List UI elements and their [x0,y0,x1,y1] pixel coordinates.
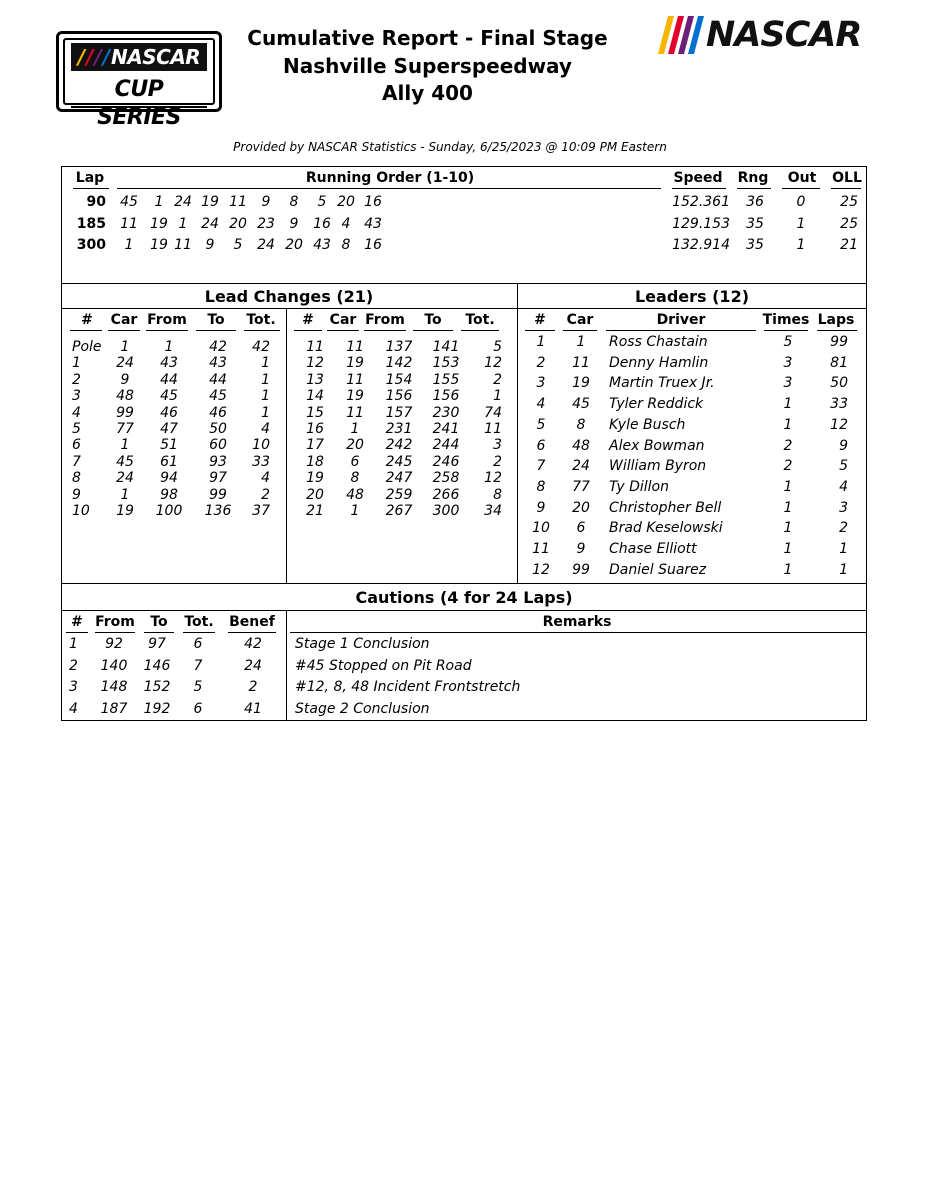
running-order-row [0,237,927,254]
leader-rank: 4 [536,396,546,413]
lead-change-to: 46 [209,404,227,421]
leader-row [0,417,927,434]
lead-change-to: 99 [209,486,227,503]
lead-change-num: 12 [306,355,324,372]
running-order-car: 9 [205,237,215,253]
leader-times: 1 [783,499,793,516]
lead-change-car: 77 [116,421,134,437]
lead-change-car: 8 [350,470,360,487]
lead-change-from: 157 [385,404,413,421]
cautions-title: Cautions (4 for 24 Laps) [355,588,573,607]
lead-change-to: 241 [432,421,460,437]
lc-num-header: # [81,312,93,328]
running-order-car: 16 [313,216,331,232]
leader-car: 24 [572,458,590,475]
running-order-car: 8 [289,194,299,210]
caution-row [0,679,927,696]
lead-change-tot: 2 [261,486,270,503]
leader-driver: Kyle Busch [609,416,686,433]
lead-change-to: 97 [209,470,227,487]
caution-from: 148 [100,679,128,696]
running-order-row [0,194,927,211]
lead-change-car: 6 [350,453,360,470]
lead-change-tot: 4 [261,470,270,487]
rng-value: 36 [746,194,764,210]
caution-benef: 2 [248,679,258,696]
lead-change-num: 17 [306,437,324,454]
leader-car: 19 [572,375,590,392]
out-value: 0 [796,194,806,210]
caution-from-header: From [95,614,135,630]
lead-change-num: 5 [72,421,81,437]
lead-change-to: 141 [432,339,460,355]
running-order-car: 11 [174,237,192,253]
lead-change-num: 20 [306,486,324,503]
speed-value: 129.153 [672,216,730,232]
lead-change-to: 258 [432,470,460,487]
leader-row [0,520,927,537]
leaders-title: Leaders (12) [634,287,750,306]
lead-change-from: 1 [164,339,174,355]
oll-value: 25 [840,194,858,210]
leader-times: 2 [783,437,793,454]
oll-value: 25 [840,216,858,232]
lead-change-from: 247 [385,470,413,487]
running-order-car: 11 [229,194,247,210]
leader-laps: 12 [830,416,848,433]
track-name: Nashville Superspeedway [283,54,572,78]
lead-change-tot: 10 [252,437,270,454]
leader-driver: Ty Dillon [609,478,669,495]
lc-tot-header: Tot. [246,312,276,328]
lead-change-car: 99 [116,404,134,421]
lead-change-num: 2 [72,371,81,388]
leader-driver: Denny Hamlin [609,354,709,371]
leader-rank: 7 [536,458,546,475]
lead-change-from: 267 [385,503,413,519]
lead-change-from: 154 [385,371,413,388]
lead-change-to: 266 [432,486,460,503]
lead-change-tot: 8 [493,486,502,503]
running-order-car: 16 [364,237,382,253]
lead-change-to: 153 [432,355,460,372]
lead-change-to: 136 [204,503,232,519]
leader-driver: Christopher Bell [609,499,722,516]
lead-change-to: 44 [209,371,227,388]
lead-change-to: 156 [432,388,460,405]
caution-num: 4 [69,700,78,717]
nascar-logo: NASCAR [658,14,868,56]
caution-num: 1 [69,636,78,652]
leader-laps: 9 [839,437,848,454]
caution-benef: 24 [244,657,262,674]
running-order-car: 9 [289,216,299,232]
leader-times: 1 [783,416,793,433]
leader-times: 2 [783,458,793,475]
out-value: 1 [796,237,806,253]
running-order-car: 11 [120,216,138,232]
lead-change-to: 50 [209,421,227,437]
rng-value: 35 [746,237,764,253]
caution-benef-header: Benef [229,614,275,630]
lead-change-car: 19 [116,503,134,519]
leader-rank: 3 [536,375,546,392]
leader-rank: 1 [536,334,546,350]
leader-laps: 1 [839,541,848,557]
running-order-car: 4 [341,216,351,232]
lead-change-tot: 34 [484,503,502,519]
running-order-car: 16 [364,194,382,210]
lead-change-num: 11 [306,339,324,355]
lead-change-from: 259 [385,486,413,503]
caution-row [0,658,927,675]
lead-change-tot: 1 [261,404,270,421]
lead-change-tot: 42 [252,339,270,355]
lead-change-car: 19 [346,388,364,405]
lead-change-num: 18 [306,453,324,470]
lap-value: 185 [76,216,106,232]
running-order-car: 20 [285,237,303,253]
running-order-car: 24 [257,237,275,253]
lead-change-car: 11 [346,404,364,421]
lead-change-car: 45 [116,453,134,470]
lead-change-num: 10 [72,503,90,519]
lead-change-from: 142 [385,355,413,372]
lead-change-to: 300 [432,503,460,519]
lead-change-from: 98 [160,486,178,503]
leader-driver: Martin Truex Jr. [609,375,715,392]
leaders-driver-header: Driver [656,312,706,328]
lead-change-from: 45 [160,388,178,405]
caution-tot: 6 [193,700,203,717]
leader-rank: 8 [536,478,546,495]
lc2-tot-header: Tot. [465,312,495,328]
running-order-car: 8 [341,237,351,253]
caution-remarks: Stage 1 Conclusion [295,636,430,652]
lead-change-from: 47 [160,421,178,437]
leaders-laps-header: Laps [817,312,855,328]
running-order-car: 24 [174,194,192,210]
lead-change-tot: 2 [493,453,502,470]
lead-change-tot: 1 [261,388,270,405]
running-order-car: 20 [337,194,355,210]
lead-change-num: 4 [72,404,81,421]
lead-change-car: 9 [120,371,130,388]
lead-change-num: 3 [72,388,81,405]
lead-change-num: Pole [72,339,102,355]
caution-row [0,701,927,718]
lead-change-tot: 3 [493,437,502,454]
leader-row [0,458,927,475]
leader-rank: 12 [532,561,550,578]
leader-car: 20 [572,499,590,516]
leader-rank: 5 [536,416,546,433]
lead-change-car: 24 [116,355,134,372]
lead-change-num: 21 [306,503,324,519]
leader-row [0,438,927,455]
caution-remarks: Stage 2 Conclusion [295,700,430,717]
lc-from-header: From [147,312,187,328]
caution-benef: 41 [244,700,262,717]
leader-driver: Brad Keselowski [609,520,723,537]
running-order-car: 43 [313,237,331,253]
lead-change-car: 11 [346,371,364,388]
running-order-car: 1 [154,194,164,210]
caution-to: 146 [143,657,171,674]
caution-to: 97 [148,636,166,652]
leader-row [0,541,927,558]
lead-change-tot: 1 [493,388,502,405]
lead-change-num: 16 [306,421,324,437]
lead-change-tot: 1 [261,355,270,372]
running-order-car: 1 [178,216,188,232]
lead-change-to: 246 [432,453,460,470]
lc2-car-header: Car [329,312,357,328]
lead-change-car: 11 [346,339,364,355]
lead-change-car: 19 [346,355,364,372]
running-order-car: 43 [364,216,382,232]
running-order-car: 45 [120,194,138,210]
race-name: Ally 400 [382,81,473,105]
cup-series-logo: / / / / NASCAR CUP SERIES [56,31,222,112]
leader-laps: 4 [839,478,848,495]
rng-header: Rng [737,170,769,186]
leader-times: 1 [783,541,793,557]
lead-change-num: 1 [72,355,81,372]
lap-header: Lap [75,170,105,186]
lead-change-car: 1 [120,486,130,503]
lead-change-num: 15 [306,404,324,421]
leader-row [0,355,927,372]
lc2-to-header: To [424,312,442,328]
leader-row [0,334,927,351]
lead-change-from: 242 [385,437,413,454]
lead-change-to: 42 [209,339,227,355]
leader-car: 48 [572,437,590,454]
lead-change-car: 20 [346,437,364,454]
caution-from: 140 [100,657,128,674]
lead-change-num: 13 [306,371,324,388]
leader-row [0,396,927,413]
lap-value: 90 [86,194,106,210]
running-order-row [0,216,927,233]
out-value: 1 [796,216,806,232]
oll-value: 21 [840,237,858,253]
lead-change-num: 7 [72,453,81,470]
lc2-num-header: # [302,312,314,328]
lead-change-car: 24 [116,470,134,487]
caution-num: 3 [69,679,78,696]
leader-car: 77 [572,478,590,495]
caution-from: 92 [105,636,123,652]
provided-by: Provided by NASCAR Statistics - Sunday, 6/25/2023 @ 10:09 PM Eastern [233,140,667,154]
lead-change-tot: 33 [252,453,270,470]
caution-benef: 42 [244,636,262,652]
speed-value: 152.361 [672,194,730,210]
lead-change-from: 245 [385,453,413,470]
lead-change-from: 43 [160,355,178,372]
leader-laps: 99 [830,334,848,350]
leader-car: 6 [576,520,586,537]
leader-rank: 11 [532,541,550,557]
lead-change-car: 1 [120,339,130,355]
leader-times: 1 [783,561,793,578]
rng-value: 35 [746,216,764,232]
lap-value: 300 [76,237,106,253]
leader-rank: 9 [536,499,546,516]
running-order-car: 5 [317,194,327,210]
lead-change-to: 43 [209,355,227,372]
running-order-car: 9 [261,194,271,210]
leader-car: 99 [572,561,590,578]
oll-header: OLL [832,170,862,186]
lead-change-from: 51 [160,437,178,454]
leader-laps: 81 [830,354,848,371]
running-order-car: 19 [150,237,168,253]
leader-driver: William Byron [609,458,707,475]
caution-remarks-header: Remarks [542,614,612,630]
running-order-header: Running Order (1-10) [305,170,475,186]
lead-change-from: 44 [160,371,178,388]
leader-car: 45 [572,396,590,413]
lead-change-from: 94 [160,470,178,487]
lead-change-num: 19 [306,470,324,487]
lead-change-from: 46 [160,404,178,421]
lead-change-from: 61 [160,453,178,470]
lead-change-tot: 37 [252,503,270,519]
leader-laps: 1 [839,561,848,578]
running-order-car: 19 [150,216,168,232]
lead-changes-title: Lead Changes (21) [204,287,374,306]
speed-header: Speed [673,170,723,186]
out-header: Out [787,170,817,186]
leader-row [0,479,927,496]
lead-change-num: 6 [72,437,81,454]
lead-change-tot: 11 [484,421,502,437]
lead-change-tot: 74 [484,404,502,421]
lead-change-tot: 5 [493,339,502,355]
lead-change-from: 156 [385,388,413,405]
leaders-times-header: Times [762,312,810,328]
leader-car: 8 [576,416,586,433]
lead-change-tot: 4 [261,421,270,437]
running-order-car: 1 [124,237,134,253]
leader-car: 11 [572,354,590,371]
lead-change-from: 231 [385,421,413,437]
running-order-car: 20 [229,216,247,232]
lead-change-num: 14 [306,388,324,405]
leaders-car-header: Car [566,312,594,328]
lead-change-car: 48 [346,486,364,503]
lc-to-header: To [207,312,225,328]
lead-change-to: 93 [209,453,227,470]
lead-change-tot: 12 [484,355,502,372]
leader-rank: 10 [532,520,550,537]
caution-to-header: To [150,614,168,630]
caution-tot: 7 [193,657,203,674]
caution-from: 187 [100,700,128,717]
leader-driver: Tyler Reddick [609,396,704,413]
lead-change-tot: 12 [484,470,502,487]
leader-rank: 6 [536,437,546,454]
lc2-from-header: From [365,312,405,328]
leader-times: 1 [783,520,793,537]
caution-tot: 6 [193,636,203,652]
leader-laps: 5 [839,458,848,475]
lead-change-num: 8 [72,470,81,487]
lead-change-to: 244 [432,437,460,454]
lead-change-to: 155 [432,371,460,388]
leader-times: 1 [783,396,793,413]
leaders-num-header: # [534,312,546,328]
caution-remarks: #12, 8, 48 Incident Frontstretch [295,679,521,696]
leader-driver: Chase Elliott [609,541,697,557]
speed-value: 132.914 [672,237,730,253]
caution-tot-header: Tot. [184,614,214,630]
lead-change-from: 137 [385,339,413,355]
report-title: Cumulative Report - Final Stage [247,26,608,50]
lead-change-to: 45 [209,388,227,405]
lead-change-car: 1 [350,503,360,519]
caution-remarks: #45 Stopped on Pit Road [295,657,472,674]
lead-change-from: 100 [155,503,183,519]
leader-row [0,562,927,579]
leader-driver: Daniel Suarez [609,561,707,578]
running-order-car: 19 [201,194,219,210]
leader-times: 5 [783,334,793,350]
leader-driver: Alex Bowman [609,437,705,454]
lead-change-car: 48 [116,388,134,405]
leader-car: 1 [576,334,586,350]
lead-change-car: 1 [120,437,130,454]
running-order-car: 24 [201,216,219,232]
leader-laps: 50 [830,375,848,392]
leader-rank: 2 [536,354,546,371]
lead-change-car: 1 [350,421,360,437]
lc-car-header: Car [110,312,138,328]
caution-num-header: # [71,614,83,630]
caution-to: 152 [143,679,171,696]
lead-change-num: 9 [72,486,81,503]
lead-change-to: 230 [432,404,460,421]
leader-times: 3 [783,354,793,371]
caution-to: 192 [143,700,171,717]
leader-driver: Ross Chastain [609,334,708,350]
running-order-car: 5 [233,237,243,253]
caution-tot: 5 [193,679,203,696]
leader-car: 9 [576,541,586,557]
caution-num: 2 [69,657,78,674]
leader-row [0,500,927,517]
leader-times: 3 [783,375,793,392]
running-order-car: 23 [257,216,275,232]
lead-change-tot: 2 [493,371,502,388]
leader-laps: 2 [839,520,848,537]
leader-times: 1 [783,478,793,495]
leader-laps: 3 [839,499,848,516]
leader-row [0,375,927,392]
lead-change-tot: 1 [261,371,270,388]
leader-laps: 33 [830,396,848,413]
caution-row [0,636,927,653]
lead-change-to: 60 [209,437,227,454]
